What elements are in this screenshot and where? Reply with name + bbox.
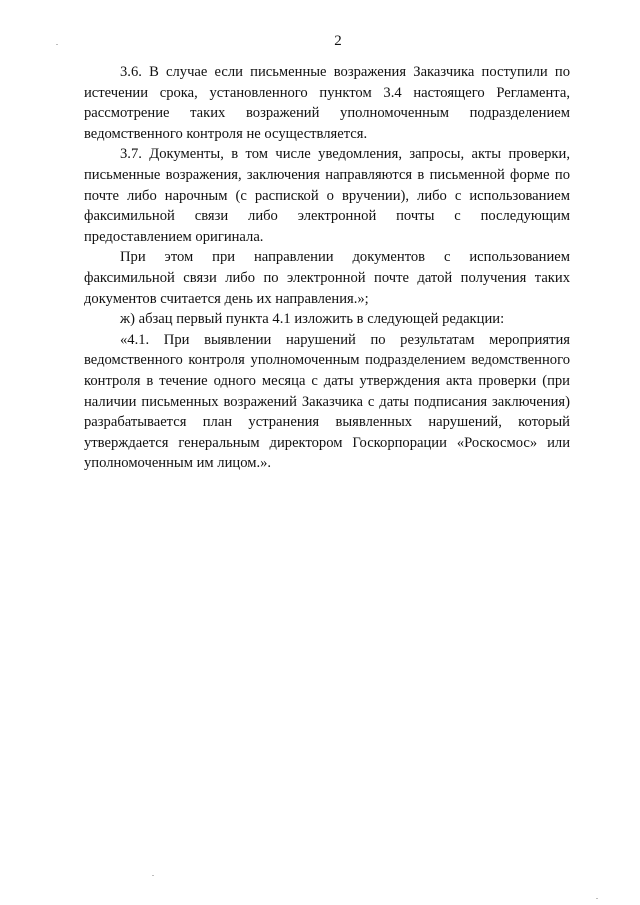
paragraph-amendment-zh: ж) абзац первый пункта 4.1 изложить в следующей редакции:: [120, 311, 505, 328]
paragraph-3-7: 3.7. Документы, в том числе уведомления, запросы, акты проверки, письменные возражения, заключения направляются в письменной форме по почте либо нарочным (с распиской о вручении), либо с использованием факсимильной связи либо электронной почты с последующим предоставлением оригинала.: [84, 146, 570, 245]
document-body: [84, 62, 570, 474]
scan-speck: [56, 44, 58, 45]
scan-speck: [152, 875, 154, 876]
scan-speck: [596, 898, 598, 899]
page-number: 2: [334, 33, 342, 49]
paragraph-fax-delivery: При этом при направлении документов с использованием факсимильной связи либо по электронной почте датой получения таких документов считается день их направления.»;: [84, 249, 570, 307]
paragraph-4-1: «4.1. При выявлении нарушений по результатам мероприятия ведомственного контроля уполномоченным подразделением ведомственного контроля в течение одного месяца с даты утверждения акта проверки (при наличии письменных возражений Заказчика с даты подписания заключения) разрабатывается план устранения выявленных нарушений, который утверждается генеральным директором Госкорпорации «Роскосмос» или уполномоченным им лицом.».: [84, 331, 570, 472]
paragraph-3-6: 3.6. В случае если письменные возражения Заказчика поступили по истечении срока, установленного пунктом 3.4 настоящего Регламента, рассмотрение таких возражений уполномоченным подразделением ведомственного контроля не осуществляется.: [84, 64, 570, 142]
